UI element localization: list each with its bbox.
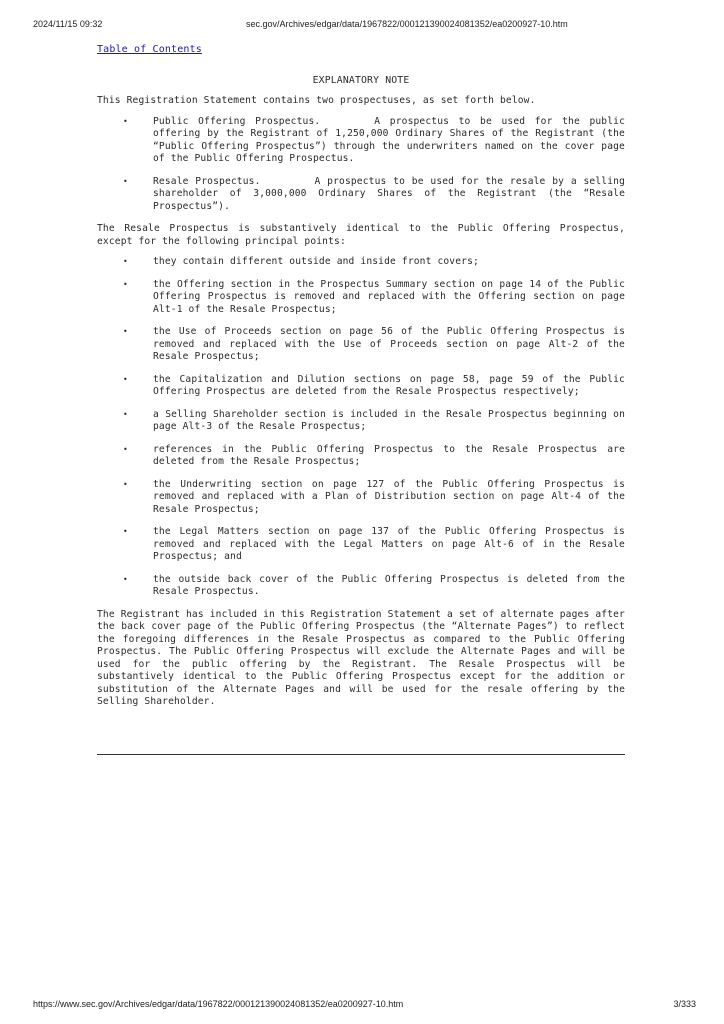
list-item-text: the outside back cover of the Public Offering Prospectus is deleted from the Resale Prospectus.	[153, 573, 625, 597]
list-item	[97, 479, 625, 517]
list-item-text: the Capitalization and Dilution sections on page 58, page 59 of the Public Offering Prospectus are deleted from the Resale Prospectus respectively;	[153, 373, 625, 397]
prospectus-text: A prospectus to be used for the resale by a selling shareholder of 3,000,000 Ordinary Shares of the Registrant (the “Resale Prospectus”).	[153, 175, 625, 212]
section-divider	[97, 754, 625, 755]
bullet-icon: •	[123, 527, 128, 536]
bullet-icon: •	[123, 257, 128, 266]
list-item-text: the Offering section in the Prospectus Summary section on page 14 of the Public Offering Prospectus is removed and replaced with the Offering section on page Alt-1 of the Resale Prospectus;	[153, 278, 625, 315]
document-body	[97, 44, 625, 716]
resale-intro-paragraph: The Resale Prospectus is substantively identical to the Public Offering Prospectus, except for the following principal points:	[97, 223, 625, 247]
bullet-icon: •	[123, 374, 128, 384]
section-title: EXPLANATORY NOTE	[312, 74, 410, 86]
print-url: https://www.sec.gov/Archives/edgar/data/1967822/000121390024081352/ea0200927-10.htm	[33, 999, 404, 1009]
closing-paragraph: The Registrant has included in this Registration Statement a set of alternate pages after the back cover page of the Public Offering Prospectus (the “Alternate Pages”) to reflect the foregoing differences in the Resale Prospectus as compared to the Public Offering Prospectus. The Public Offering Prospectus will exclude the Alternate Pages and will be used for the public offering by the Registrant. The Resale Prospectus will be substantively identical to the Public Offering Prospectus except for the addition or substitution of the Alternate Pages and will be used for the resale offering by the Selling Shareholder.	[97, 608, 625, 707]
bullet-icon: •	[123, 574, 128, 584]
list-item-text: the Legal Matters section on page 137 of the Public Offering Prospectus is removed and replaced with the Legal Matters on page Alt-6 of in the Resale Prospectus; and	[153, 526, 625, 562]
bullet-icon: •	[123, 279, 128, 289]
list-item	[97, 374, 625, 399]
prospectus-name: Resale Prospectus.	[153, 175, 261, 187]
prospectus-text: A prospectus to be used for the public offering by the Registrant of 1,250,000 Ordinary Shares of the Registrant (the “Public Offering Prospectus”) through the underwriters named on the cover page of the Public Offering Prospectus.	[153, 115, 626, 164]
print-timestamp: 2024/11/15 09:32	[33, 19, 103, 29]
bullet-icon: •	[123, 176, 128, 186]
print-page-title: sec.gov/Archives/edgar/data/1967822/000121390024081352/ea0200927-10.htm	[246, 19, 568, 29]
table-of-contents-link[interactable]: Table of Contents	[97, 44, 202, 55]
list-item-text: the Use of Proceeds section on page 56 of the Public Offering Prospectus is removed and replaced with the Use of Proceeds section on page Alt-2 of the Resale Prospectus;	[153, 326, 625, 362]
list-item-text: a Selling Shareholder section is included in the Resale Prospectus beginning on page Alt-3 of the Resale Prospectus;	[153, 408, 625, 432]
differences-list	[97, 256, 625, 599]
print-page-count: 3/333	[673, 999, 696, 1009]
list-item	[97, 574, 625, 599]
prospectus-list	[97, 116, 625, 214]
list-item	[97, 444, 625, 469]
list-item	[97, 409, 625, 434]
prospectus-name: Public Offering Prospectus.	[153, 115, 321, 127]
list-item	[97, 526, 625, 564]
bullet-icon: •	[123, 116, 128, 126]
list-item-text: references in the Public Offering Prospectus to the Resale Prospectus are deleted from the Resale Prospectus;	[153, 443, 625, 467]
bullet-icon: •	[123, 327, 128, 336]
list-item	[97, 279, 625, 317]
list-item-text: they contain different outside and inside front covers;	[153, 256, 479, 267]
intro-paragraph: This Registration Statement contains two prospectuses, as set forth below.	[97, 95, 536, 106]
bullet-icon: •	[123, 409, 128, 419]
list-item	[97, 256, 625, 269]
bullet-icon: •	[123, 444, 128, 454]
list-item	[97, 116, 625, 166]
bullet-icon: •	[123, 479, 128, 489]
list-item	[97, 326, 625, 364]
list-item-text: the Underwriting section on page 127 of the Public Offering Prospectus is removed and replaced with a Plan of Distribution section on page Alt-4 of the Resale Prospectus;	[153, 478, 625, 515]
list-item	[97, 176, 625, 214]
